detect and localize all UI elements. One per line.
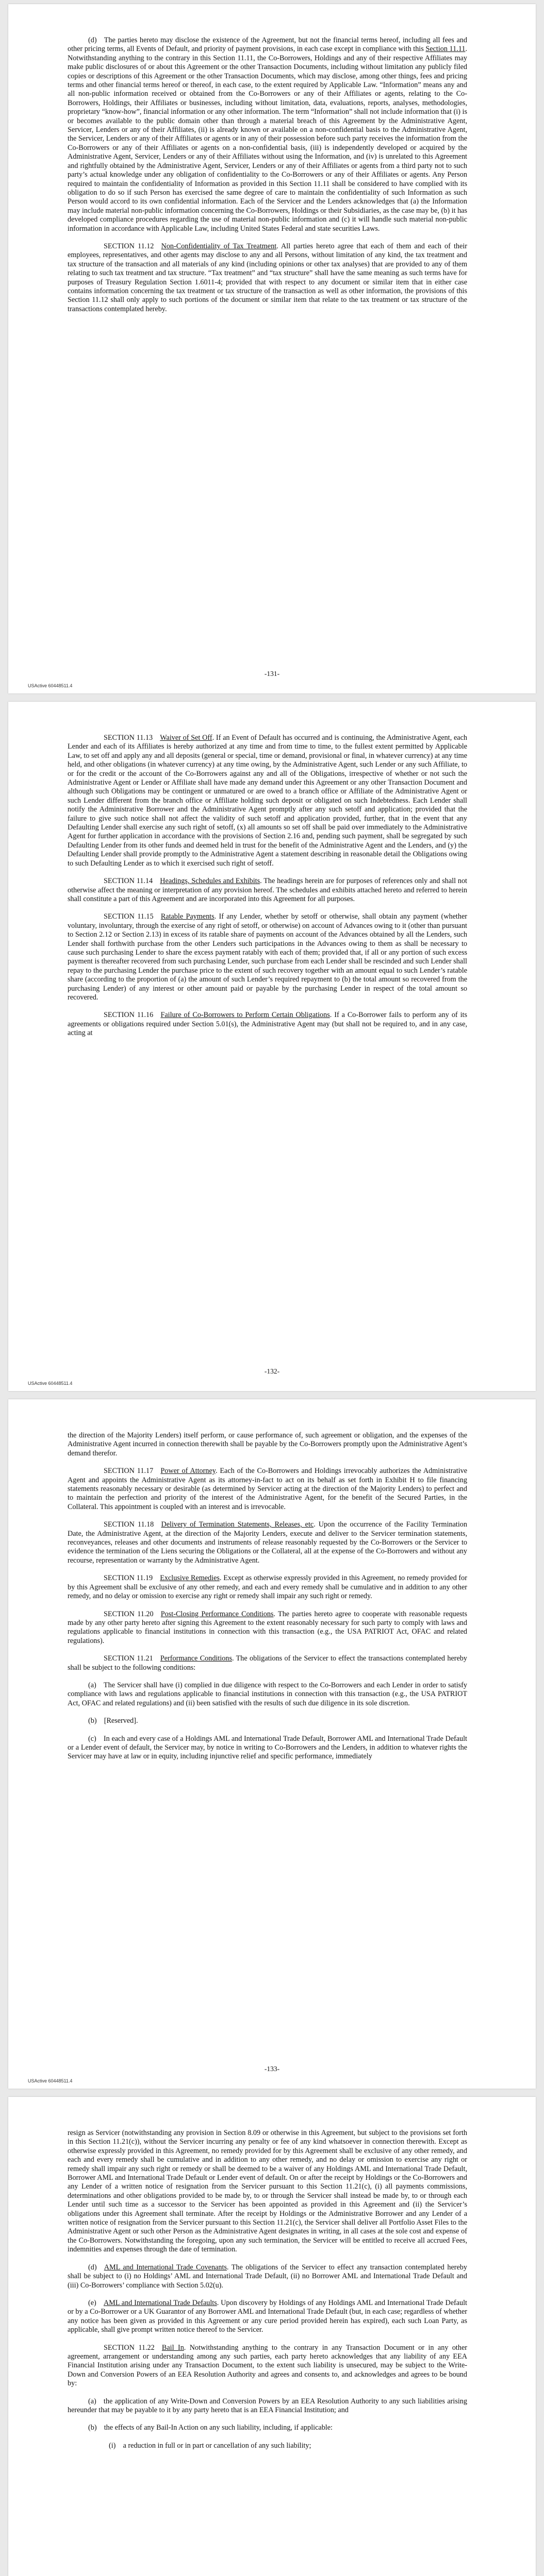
clause-a bbox=[68, 2397, 467, 2415]
section-11-12 bbox=[68, 242, 467, 314]
paragraph-text: . Upon the occurrence of the Facility Termination Date, the Administrative Agent, at the direction of the Majority Lenders, execute and deliver to the Servicer termination statements, reconveyances, releases and other documents and instruments of release reasonably requested by the Co-Borrowers or the Servicer to evidence the termination of the Liens securing the Obligations or the Collateral, all at the expense of the Co-Borrowers and without any recourse, representation or warranty by the Administrative Agent. bbox=[68, 1520, 467, 1565]
clause-e bbox=[68, 2299, 467, 2335]
paragraph-text: (c) In each and every case of a Holdings AML and International Trade Default, Borrower AML and International Trade Default or a Lender event of default, the Servicer may, by notice in writing to Co-Borrowers and the Lenders, in addition to whatever rights the Servicer may have at law or in equity, including injunctive relief and specific performance, immediately bbox=[68, 1734, 467, 1761]
section-heading: Ratable Payments bbox=[160, 912, 215, 921]
section-11-19 bbox=[68, 1574, 467, 1601]
paragraph-text: the direction of the Majority Lenders) itself perform, or cause performance of, such agreement or obligation, and the expenses of the Administrative Agent incurred in connection therewith shall be payable by the Co-Borrowers promptly upon the Administrative Agent’s demand therefor. bbox=[68, 1431, 467, 1458]
section-number: SECTION 11.13 bbox=[104, 734, 160, 742]
paragraph-11-11-d bbox=[68, 36, 467, 233]
page-body bbox=[68, 1431, 467, 1770]
continued-paragraph bbox=[68, 2129, 467, 2255]
section-11-15 bbox=[68, 912, 467, 1002]
section-11-18 bbox=[68, 1520, 467, 1565]
paragraph-text: . Upon discovery by Holdings of any Holdings AML and International Trade Default or by a Co-Borrower or a UK Guarantor of any Borrower AML and International Trade Default (but, in each case; regardless of whether any notice has been given as provided in this Agreement or any cure period provided herein has expired), each such Loan Party, as applicable, shall give prompt written notice thereof to the Servicer. bbox=[68, 2298, 467, 2334]
paragraph-text: (a) The Servicer shall have (i) complied in due diligence with respect to the Co-Borrowers and each Lender in order to satisfy compliance with laws and regulations applicable to financial institutions in connection with this transaction (e.g., the USA PATRIOT Act, OFAC and related regulations) and (ii) been satisfied with the results of such due diligence in its sole discretion. bbox=[68, 1681, 467, 1707]
clause-heading: AML and International Trade Defaults bbox=[103, 2298, 217, 2307]
section-11-16 bbox=[68, 1011, 467, 1038]
section-heading: Waiver of Set Off bbox=[160, 734, 212, 742]
paragraph-text: . If any Lender, whether by setoff or otherwise, shall obtain any payment (whether voluntary, involuntary, through the exercise of any right of setoff, or otherwise) on account of Advances owing to it (other than pursuant to Section 2.12 or Section 2.13) in excess of its ratable share of payments on account of the Advances obtained by all the Lenders, such Lender shall forthwith purchase from the other Lenders such participations in the Advances owing to them as shall be necessary to cause such purchasing Lender to share the excess payment ratably with each of them; provided that, if all or any portion of such excess payment is thereafter recovered from such purchasing Lender, such purchase from each Lender shall be rescinded and such Lender shall repay to the purchasing Lender the purchase price to the extent of such recovery together with an amount equal to such Lender’s ratable share (according to the proportion of (a) the amount of such Lender’s required repayment to (b) the total amount so recovered from the purchasing Lender) of any interest or other amount paid or payable by the purchasing Lender in respect of the total amount so recovered. bbox=[68, 912, 467, 1002]
document-id: USActive 60448511.4 bbox=[28, 2078, 73, 2083]
section-number: SECTION 11.21 bbox=[104, 1654, 160, 1663]
section-number: SECTION 11.22 bbox=[104, 2343, 162, 2352]
document-page-132 bbox=[8, 702, 536, 1391]
subclause-i bbox=[68, 2442, 467, 2450]
paragraph-text: . Except as otherwise expressly provided in this Agreement, no remedy provided for by this Agreement shall be exclusive of any other remedy, and each and every remedy shall be cumulative and in addition to any other remedy, and no delay or omission to exercise any right or remedy shall impair any such right or remedy. bbox=[68, 1574, 467, 1601]
document-page-133 bbox=[8, 1399, 536, 2089]
page-number: -133- bbox=[264, 2065, 280, 2073]
section-heading: Power of Attorney bbox=[160, 1467, 216, 1476]
section-11-14 bbox=[68, 877, 467, 904]
section-heading: Post-Closing Performance Conditions bbox=[160, 1609, 274, 1618]
page-number: -131- bbox=[264, 670, 280, 677]
page-number: -132- bbox=[264, 1367, 280, 1375]
clause-number: (e) bbox=[88, 2298, 104, 2307]
section-11-20 bbox=[68, 1610, 467, 1646]
paragraph-text: . The parties hereto agree to cooperate with reasonable requests made by any other party hereto after signing this Agreement to the extent reasonably necessary for such party to comply with laws and regulations applicable to financial institutions in connection with this transaction (e.g., the USA PATRIOT Act, OFAC and related regulations). bbox=[68, 1609, 467, 1645]
section-heading: Delivery of Termination Statements, Releases, etc bbox=[161, 1520, 314, 1529]
document-page-134 bbox=[8, 2097, 536, 2576]
document-page-131 bbox=[8, 4, 536, 693]
clause-a bbox=[68, 1681, 467, 1708]
paragraph-text: resign as Servicer (notwithstanding any provision in Section 8.09 or otherwise in this Agreement, but subject to the provisions set forth in this Section 11.21(c)), without the Servicer incurring any penalty or fee of any kind whatsoever in connection therewith. Except as otherwise expressly provided in this Agreement, no remedy provided for by this Agreement shall be exclusive of any other remedy, and each and every remedy shall be cumulative and in addition to any other remedy, and no delay or omission to exercise any right or remedy shall impair any such right or remedy or shall be deemed to be a waiver of any Holdings AML and International Trade Default, Borrower AML and International Trade Default or Lender event of default. On or after the receipt by Holdings or the Co-Borrowers and any Lender of a written notice of resignation from the Servicer pursuant to this Section 11.21(c), (i) all payments commissions, determinations and other obligations provided to be made by, to or through the Servicer shall instead be made by, to or through each Lender until such time as a successor to the Servicer has been appointed as provided in this Agreement and (ii) the Servicer’s obligations under this Agreement shall terminate. After the receipt by Holdings or the Administrative Borrower and any Lender of a written notice of resignation from the Servicer pursuant to this Section 11.21(c), the Servicer shall deliver all Portfolio Asset Files to the Administrative Agent or such other Person as the Administrative Agent designates in writing, in all cases at the sole cost and expense of the Co-Borrowers. Notwithstanding the foregoing, upon any such termination, the Servicer will be entitled to receive all accrued Fees, indemnities and expenses through the date of termination. bbox=[68, 2129, 467, 2254]
section-number: SECTION 11.20 bbox=[104, 1609, 161, 1618]
section-11-22 bbox=[68, 2344, 467, 2388]
section-11-13 bbox=[68, 734, 467, 868]
section-number: SECTION 11.15 bbox=[104, 912, 161, 921]
section-reference-link[interactable]: Section 11.11 bbox=[425, 45, 466, 54]
paragraph-text: . The headings herein are for purposes of references only and shall not otherwise affect the meaning or interpretation of any provision hereof. The schedules and exhibits attached hereto and referred to herein shall constitute a part of this Agreement and are incorporated into this Agreement for all purposes. bbox=[68, 877, 467, 903]
clause-number: (d) bbox=[88, 2263, 104, 2272]
paragraph-text: . If an Event of Default has occurred and is continuing, the Administrative Agent, each Lender and each of its Affiliates is hereby authorized at any time and from time to time, to the fullest extent permitted by Applicable Law, to set off and apply any and all deposits (general or special, time or demand, provisional or final, in whatever currency) at any time held, and other obligations (in whatever currency) at any time owing, by the Administrative Agent, such Lender or any such Affiliate, to or for the credit or the account of the Co-Borrowers against any and all of the Obligations, irrespective of whether or not such the Administrative Agent or Lender or Affiliate shall have made any demand under this Agreement or any other Transaction Document and although such Obligations may be contingent or unmatured or are owed to a branch office or Affiliate of the Administrative Agent or such Lender different from the branch office or Affiliate holding such deposit or obligated on such Indebtedness. Each Lender shall notify the Administrative Borrower and the Administrative Agent promptly after any such setoff and application; provided that the failure to give such notice shall not affect the validity of such setoff and application provided, further, that in the event that any Defaulting Lender shall exercise any such right of setoff, (x) all amounts so set off shall be paid over immediately to the Administrative Agent for further application in accordance with the provisions of Section 2.16 and, pending such payment, shall be segregated by such Defaulting Lender from its other funds and deemed held in trust for the benefit of the Administrative Agent and the Lenders, and (y) the Defaulting Lender shall provide promptly to the Administrative Agent a statement describing in reasonable detail the Obligations owing to such Defaulting Lender as to which it exercised such right of setoff. bbox=[68, 734, 467, 868]
paragraph-text: . If a Co-Borrower fails to perform any of its agreements or obligations required under Section 5.01(s), the Administrative Agent may (but shall not be required to, and in any case, acting at bbox=[68, 1011, 467, 1038]
paragraph-text: . Notwithstanding anything to the contrary in any Transaction Document or in any other agreement, arrangement or understanding among any such parties, each party hereto acknowledges that any liability of any EEA Financial Institution arising under any Transaction Document, to the extent such liability is unsecured, may be subject to the Write-Down and Conversion Powers of an EEA Resolution Authority and agrees and consents to, and acknowledges and agrees to be bound by: bbox=[68, 2343, 467, 2388]
section-11-17 bbox=[68, 1467, 467, 1512]
section-heading: Exclusive Remedies bbox=[160, 1574, 220, 1583]
section-heading: Non-Confidentiality of Tax Treatment bbox=[161, 242, 277, 250]
clause-b bbox=[68, 2424, 467, 2432]
section-number: SECTION 11.16 bbox=[104, 1011, 161, 1020]
paragraph-text: (b) the effects of any Bail-In Action on any such liability, including, if applicable: bbox=[88, 2424, 333, 2432]
paragraph-text: . Notwithstanding anything to the contrary in this Section 11.11, the Co-Borrowers, Holdings and any of their respective Affiliates may make public disclosures of or about this Agreement or the other Transaction Documents, including without limitation any publicly filed copies or descriptions of this Agreement or the other Transaction Documents, which may disclose, among other things, fees and pricing terms and other financial terms hereof or thereof, in each case, to the extent required by Applicable Law. “Information” means any and all non-public information received or obtained from the Co-Borrowers or any of their Affiliates or agents, relating to the Co-Borrowers, Holdings, their Affiliates or businesses, including without limitation, data, evaluations, reports, analyses, methodologies, proprietary “know-how”, financial information or any other information. The term “Information” shall not include information that (i) is or becomes available to the public domain other than through a material breach of this Agreement by the Administrative Agent, Servicer, Lenders or any of their Affiliates, (ii) is already known or available on a non-confidential basis to the Administrative Agent, the Servicer, Lenders or any of their Affiliates or agents or in any of their possession before such party receives the information from the Co-Borrowers or any of their Affiliates or agents on a non-confidential basis, (iii) is independently developed or acquired by the Administrative Agent, Servicer, Lenders or any of their Affiliates without using the Information, and (iv) is unrelated to this Agreement and rightfully obtained by the Administrative Agent, Servicer, Lenders or any of their Affiliates or agents from a third party not to such party’s actual knowledge under any obligation of confidentiality to the Co-Borrowers or any of their Affiliates or agents. Any Person required to maintain the confidentiality of Information as provided in this Section 11.11 shall be considered to have complied with its obligation to do so if such Person has exercised the same degree of care to maintain the confidentiality of such Information as such Person would accord to its own confidential information. Each of the Servicer and the Lenders acknowledges that (a) the Information may include material non-public information concerning the Co-Borrowers, Holdings or their Subsidiaries, as the case may be, (b) it has developed compliance procedures regarding the use of material non-public information and (c) it will handle such material non-public information in accordance with Applicable Law, including United States Federal and state securities Laws. bbox=[68, 45, 467, 233]
section-heading: Failure of Co-Borrowers to Perform Certain Obligations bbox=[160, 1011, 330, 1020]
section-number: SECTION 11.17 bbox=[104, 1467, 161, 1476]
document-id: USActive 60448511.4 bbox=[28, 683, 73, 688]
paragraph-text: (a) the application of any Write-Down and Conversion Powers by an EEA Resolution Authority to any such liabilities arising hereunder that may be payable to it by any party hereto that is an EEA Financial Institution; and bbox=[68, 2397, 467, 2414]
page-body bbox=[68, 734, 467, 1047]
paragraph-text: . All parties hereto agree that each of them and each of their employees, representatives, and other agents may disclose to any and all Persons, without limitation of any kind, the tax treatment and tax structure of the transaction and all materials of any kind (including opinions or other tax analyses) that are provided to any of them relating to such tax treatment and tax structure. “Tax treatment” and “tax structure” shall have the same meaning as such terms have for purposes of Treasury Regulation Section 1.6011-4; provided that with respect to any document or similar item that in either case contains information concerning the tax treatment or tax structure of the transaction as well as other information, the provisions of this Section 11.12 shall only apply to such portions of the document or similar item that relate to the tax treatment or tax structure of the transactions contemplated hereby. bbox=[68, 242, 467, 313]
section-heading: Bail In bbox=[161, 2343, 184, 2352]
paragraph-text: (i) a reduction in full or in part or cancellation of any such liability; bbox=[109, 2441, 311, 2450]
clause-d bbox=[68, 2263, 467, 2290]
paragraph-text: . Each of the Co-Borrowers and Holdings irrevocably authorizes the Administrative Agent and appoints the Administrative Agent as its attorney-in-fact to act on its behalf as set forth in Exhibit H to file financing statements reasonably necessary or desirable (as determined by Servicer acting at the direction of the Majority Lenders) to perfect and to maintain the perfection and priority of the interest of the Administrative Agent, for the benefit of the Secured Parties, in the Collateral. This appointment is coupled with an interest and is irrevocable. bbox=[68, 1467, 468, 1511]
section-number: SECTION 11.12 bbox=[104, 242, 161, 250]
section-heading: Headings, Schedules and Exhibits bbox=[160, 877, 260, 886]
clause-b bbox=[68, 1717, 467, 1725]
section-number: SECTION 11.19 bbox=[104, 1574, 160, 1583]
section-11-21 bbox=[68, 1654, 467, 1672]
page-body bbox=[68, 36, 467, 323]
paragraph-text: . The obligations of the Servicer to effect any transaction contemplated hereby shall be subject to (i) no Holdings’ AML and International Trade Default, (ii) no Borrower AML and International Trade Default and (iii) Co-Borrowers’ compliance with Section 5.02(u). bbox=[68, 2263, 467, 2290]
paragraph-text: (d) The parties hereto may disclose the existence of the Agreement, but not the financial terms hereof, including all fees and other pricing terms, all Events of Default, and priority of payment provisions, in each case except in compliance with this bbox=[68, 36, 467, 54]
paragraph-text: . The obligations of the Servicer to effect the transactions contemplated hereby shall be subject to the following conditions: bbox=[68, 1654, 467, 1672]
page-body bbox=[68, 2129, 467, 2459]
paragraph-text: (b) [Reserved]. bbox=[88, 1717, 138, 1725]
document-id: USActive 60448511.4 bbox=[28, 1381, 73, 1386]
section-number: SECTION 11.14 bbox=[104, 877, 160, 886]
section-heading: Performance Conditions bbox=[160, 1654, 232, 1663]
section-number: SECTION 11.18 bbox=[104, 1520, 161, 1529]
clause-c bbox=[68, 1735, 467, 1761]
clause-heading: AML and International Trade Covenants bbox=[104, 2263, 227, 2272]
continued-paragraph bbox=[68, 1431, 467, 1458]
